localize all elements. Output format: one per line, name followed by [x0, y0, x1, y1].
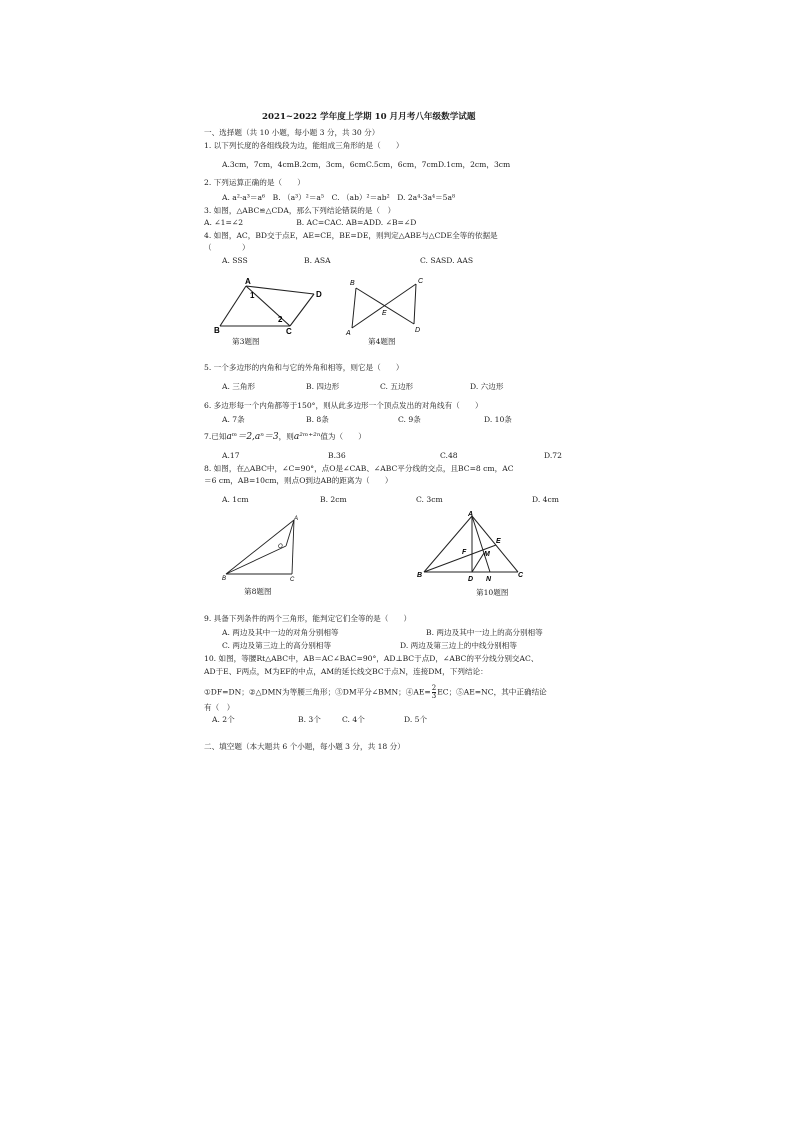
- q6-option-b: B. 8条: [306, 415, 329, 424]
- figure-q4-caption: 第4题图: [368, 337, 396, 346]
- q9-option-b: B. 两边及其中一边上的高分别相等: [426, 628, 543, 637]
- figure-q4: [342, 274, 432, 336]
- fig8-label-o: O: [278, 544, 283, 550]
- fig4-label-d: D: [415, 327, 421, 334]
- q8-option-d: D. 4cm: [532, 495, 559, 504]
- q2-options: A. a²·a³＝a⁶ B. （a³）²＝a⁵ C. （ab）²＝ab² D. 2a⁴·3a⁴＝5a⁸: [222, 193, 456, 202]
- fig10-label-b: B: [417, 572, 423, 579]
- q9-option-c: C. 两边及第三边上的高分别相等: [222, 641, 332, 650]
- figure-q8-caption: 第8题图: [244, 587, 272, 596]
- q4-stem-cont: （ ）: [204, 243, 250, 252]
- q5-option-d: D. 六边形: [470, 382, 504, 391]
- q9-stem: 9. 具备下列条件的两个三角形，能判定它们全等的是（ ）: [204, 614, 412, 623]
- fig8-label-a: A: [294, 516, 299, 522]
- q7-option-b: B.36: [328, 451, 346, 460]
- q8-option-b: B. 2cm: [320, 495, 347, 504]
- q1-options: A.3cm，7cm，4cmB.2cm，3cm，6cmC.5cm，6cm，7cmD.1cm，2cm，3cm: [222, 160, 511, 169]
- section-1-heading: 一、选择题（共 10 小题，每小题 3 分，共 30 分）: [204, 128, 380, 137]
- q7-expr2: a²ᵐ⁺²ⁿ: [293, 432, 321, 442]
- fig10-label-d: D: [468, 576, 474, 583]
- fig3-label-1: 1: [250, 291, 255, 300]
- fig3-label-2: 2: [278, 315, 283, 324]
- q10-conclusions: [204, 685, 547, 700]
- figure-q10: [414, 508, 534, 586]
- q2-stem: 2. 下列运算正确的是（ ）: [204, 178, 305, 187]
- q3-stem: 3. 如图，△ABC≌△CDA，那么下列结论错误的是（ ）: [204, 206, 396, 215]
- q4-stem: 4. 如图，AC，BD交于点E，AE=CE，BE=DE，则判定△ABE与△CDE全等的依据是: [204, 231, 498, 240]
- q7-stem-mid: ，则: [278, 432, 294, 441]
- q8-stem: 8. 如图，在△ABC中，∠C=90°，点O是∠CAB、∠ABC平分线的交点，且BC=8 cm，AC: [204, 464, 514, 473]
- figure-q3-caption: 第3题图: [232, 337, 260, 346]
- q7-stem-pre: 7.已知: [204, 432, 227, 441]
- q10-stem-cont: AD于E、F两点，M为EF的中点，AM的延长线交BC于点N，连接DM，下列结论：: [204, 667, 488, 676]
- q3-options: A. ∠1=∠2 B. AC=CAC. AB=ADD. ∠B=∠D: [204, 218, 417, 227]
- q10-option-c: C. 4个: [342, 715, 365, 724]
- fig3-label-d: D: [316, 290, 322, 299]
- q10-conclusions-a: ①DF=DN；②△DMN为等腰三角形；③DM平分∠BMN；④AE=: [204, 687, 431, 697]
- fig10-label-n: N: [486, 576, 492, 583]
- fig10-label-a: A: [468, 511, 474, 518]
- q10-conclusions-b: EC；⑤AE=NC，其中正确结论: [437, 687, 547, 697]
- q8-option-a: A. 1cm: [222, 495, 249, 504]
- fig10-label-m: M: [484, 551, 490, 558]
- fig8-label-b: B: [222, 576, 227, 582]
- q5-option-c: C. 五边形: [380, 382, 414, 391]
- fig3-label-c: C: [286, 327, 292, 336]
- section-2-heading: 二、填空题（本大题共 6 个小题，每小题 3 分，共 18 分）: [204, 742, 405, 751]
- fig4-label-b: B: [350, 280, 355, 287]
- q7-option-c: C.48: [440, 451, 458, 460]
- fig4-label-c: C: [418, 278, 424, 285]
- q10-option-a: A. 2个: [212, 715, 235, 724]
- q10-fraction: [432, 685, 436, 700]
- q5-option-a: A. 三角形: [222, 382, 256, 391]
- q6-stem: 6. 多边形每一个内角都等于150°，则从此多边形一个顶点发出的对角线有（ ）: [204, 401, 483, 410]
- q5-stem: 5. 一个多边形的内角和与它的外角和相等，则它是（ ）: [204, 363, 404, 372]
- fig3-label-b: B: [214, 326, 220, 335]
- q7-stem: [204, 432, 366, 442]
- q4-option-c: C. SASD. AAS: [420, 256, 474, 265]
- q7-option-a: A.17: [222, 451, 240, 460]
- figure-q8: [222, 512, 304, 582]
- figure-q10-caption: 第10题图: [476, 588, 509, 597]
- exam-title: 2021~2022 学年度上学期 10 月月考八年级数学试题: [262, 112, 476, 122]
- q8-option-c: C. 3cm: [416, 495, 443, 504]
- q6-option-d: D. 10条: [484, 415, 512, 424]
- q6-option-c: C. 9条: [398, 415, 421, 424]
- fig3-label-a: A: [245, 277, 251, 286]
- q10-fraction-num: 2: [431, 684, 437, 692]
- q8-stem-cont: ＝6 cm，AB=10cm，则点O到边AB的距离为（ ）: [204, 476, 393, 485]
- q7-option-d: D.72: [544, 451, 562, 460]
- q10-stem: 10. 如图，等腰Rt△ABC中，AB＝AC∠BAC=90°，AD⊥BC于点D，∠ABC的平分线分别交AC、: [204, 654, 539, 663]
- q10-stem-end: 有（ ）: [204, 703, 235, 712]
- q1-stem: 1. 以下列长度的各组线段为边，能组成三角形的是（ ）: [204, 141, 404, 150]
- fig4-label-a: A: [346, 330, 351, 336]
- fig10-label-f: F: [462, 549, 467, 556]
- fig10-label-e: E: [496, 538, 501, 545]
- q7-expr1: aᵐ＝2,aⁿ＝3: [226, 432, 279, 442]
- q10-option-b: B. 3个: [298, 715, 321, 724]
- figure-q3: [212, 276, 332, 336]
- q9-option-a: A. 两边及其中一边的对角分别相等: [222, 628, 339, 637]
- fig10-label-c: C: [518, 572, 524, 579]
- q7-stem-post: 值为（ ）: [320, 432, 366, 441]
- fig8-label-c: C: [290, 577, 295, 582]
- fig4-label-e: E: [382, 310, 387, 317]
- q10-fraction-den: 3: [431, 692, 437, 700]
- q4-option-b: B. ASA: [304, 256, 331, 265]
- q5-option-b: B. 四边形: [306, 382, 340, 391]
- q4-option-a: A. SSS: [222, 256, 248, 265]
- q9-option-d: D. 两边及第三边上的中线分别相等: [400, 641, 517, 650]
- q6-option-a: A. 7条: [222, 415, 245, 424]
- q10-option-d: D. 5个: [404, 715, 428, 724]
